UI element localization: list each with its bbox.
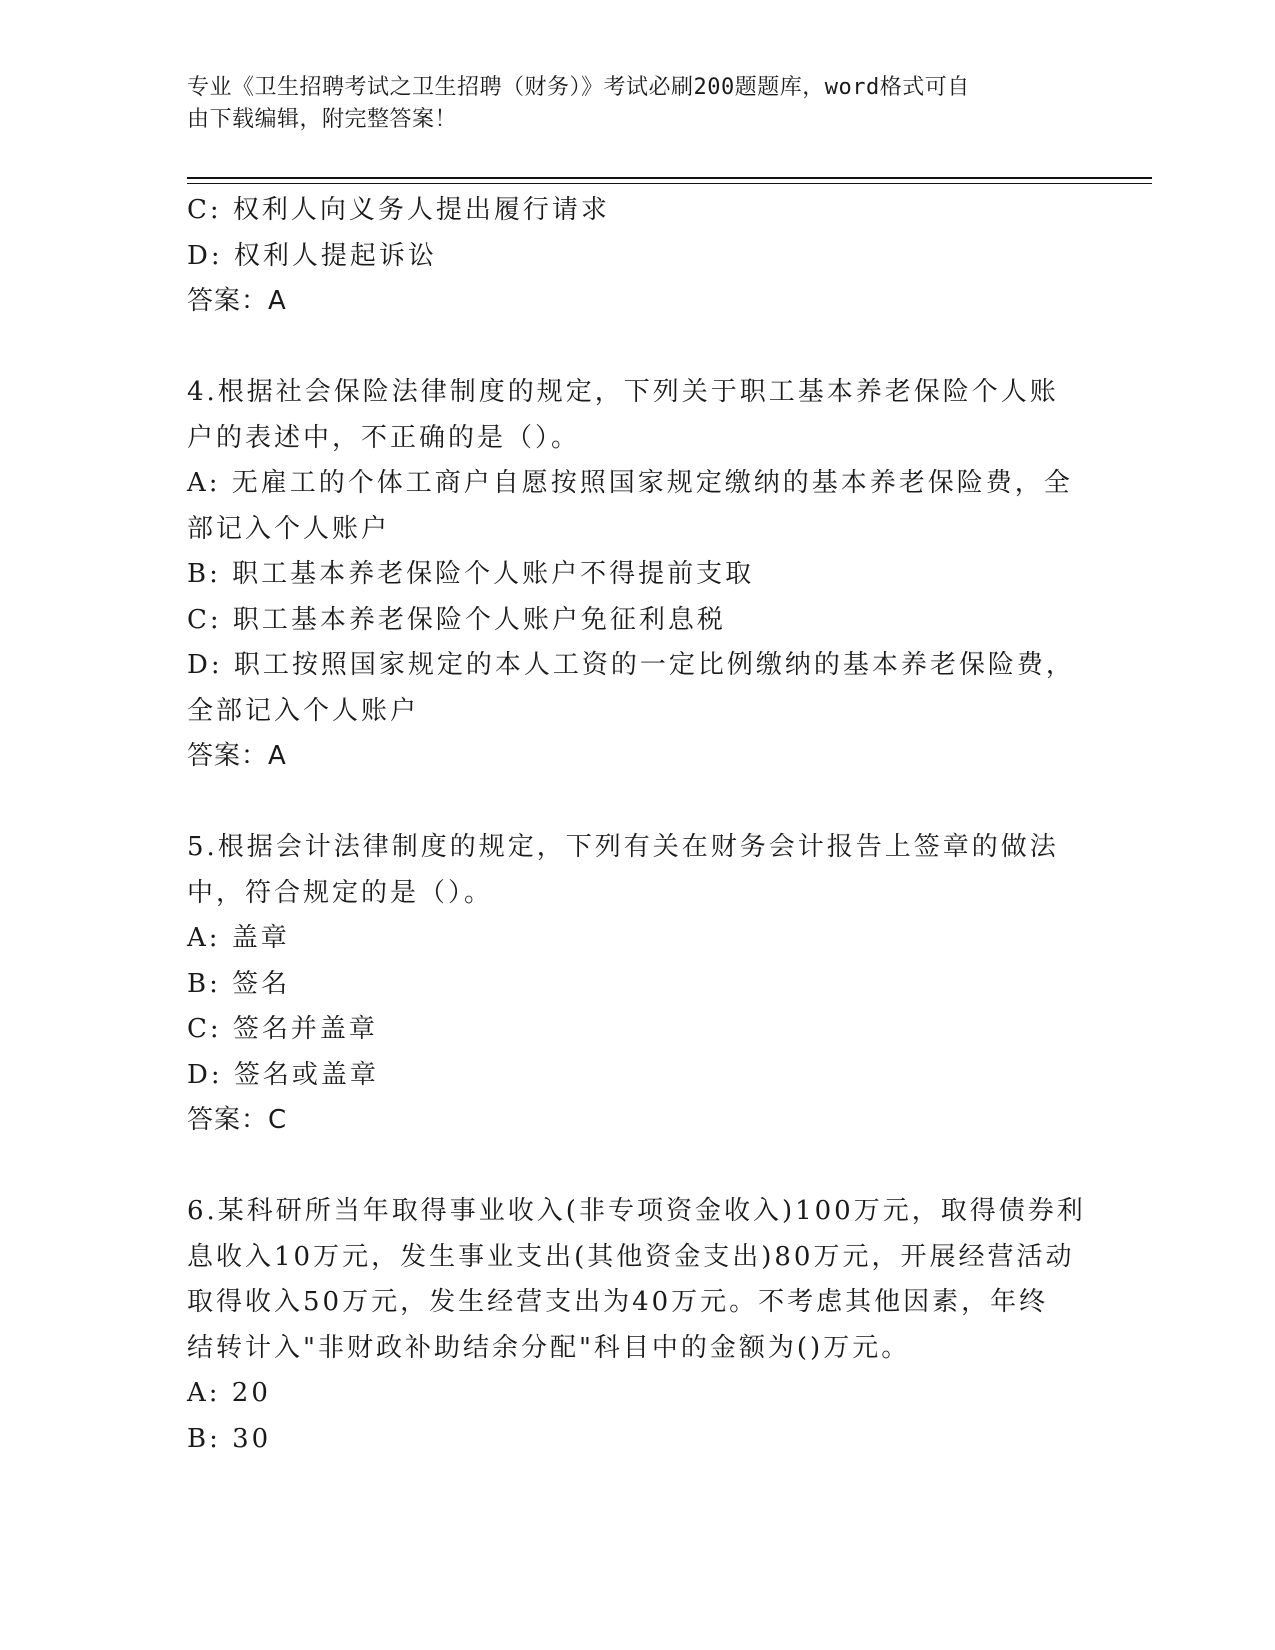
question-stem: 4.根据社会保险法律制度的规定，下列关于职工基本养老保险个人账 [187,377,1059,407]
document-header [187,72,1067,136]
option-b: B: 签名 [187,968,291,999]
header-rule-thick [187,177,1152,179]
option-a: A: 盖章 [187,923,290,953]
header-line: 专业《卫生招聘考试之卫生招聘（财务）》考试必刷200题题库，word格式可自 [187,75,970,100]
option-a: A: 无雇工的个体工商户自愿按照国家规定缴纳的基本养老保险费，全 [187,468,1073,498]
question-stem: 6.某科研所当年取得事业收入(非专项资金收入)100万元，取得债券利 [187,1196,1086,1226]
answer-line: 答案：A [187,286,287,316]
option-d: D: 签名或盖章 [187,1059,379,1090]
question-stem: 取得收入50万元，发生经营支出为40万元。不考虑其他因素，年终 [187,1287,1049,1317]
question-block-6 [187,1189,1087,1462]
option-c: C: 签名并盖章 [187,1014,378,1044]
answer-line: 答案：C [187,1105,288,1135]
question-stem: 户的表述中，不正确的是（）。 [187,422,581,453]
option-c: C: 权利人向义务人提出履行请求 [187,195,610,225]
option-d-cont: 全部记入个人账户 [187,695,420,726]
option-a: A: 20 [187,1378,271,1408]
option-b: B: 职工基本养老保险个人账户不得提前支取 [187,559,755,589]
question-block-5 [187,825,1087,1144]
header-line: 由下载编辑，附完整答案！ [187,107,458,132]
question-block-4 [187,370,1087,780]
question-stem: 中，符合规定的是（）。 [187,877,494,908]
option-c: C: 职工基本养老保险个人账户免征利息税 [187,604,726,635]
question-block-prev [187,188,1087,325]
option-b: B: 30 [187,1423,272,1454]
option-a-cont: 部记入个人账户 [187,513,391,544]
answer-line: 答案：A [187,741,287,771]
option-d: D: 权利人提起诉讼 [187,240,437,271]
question-list [187,188,1087,1462]
header-rule-thin [187,183,1152,184]
question-stem: 结转计入"非财政补助结余分配"科目中的金额为()万元。 [187,1332,911,1363]
spacer [187,780,1087,826]
option-d: D: 职工按照国家规定的本人工资的一定比例缴纳的基本养老保险费， [187,650,1075,680]
question-stem: 5.根据会计法律制度的规定，下列有关在财务会计报告上签章的做法 [187,832,1059,862]
spacer [187,325,1087,371]
question-stem: 息收入10万元，发生事业支出(其他资金支出)80万元，开展经营活动 [187,1241,1075,1272]
spacer [187,1144,1087,1190]
